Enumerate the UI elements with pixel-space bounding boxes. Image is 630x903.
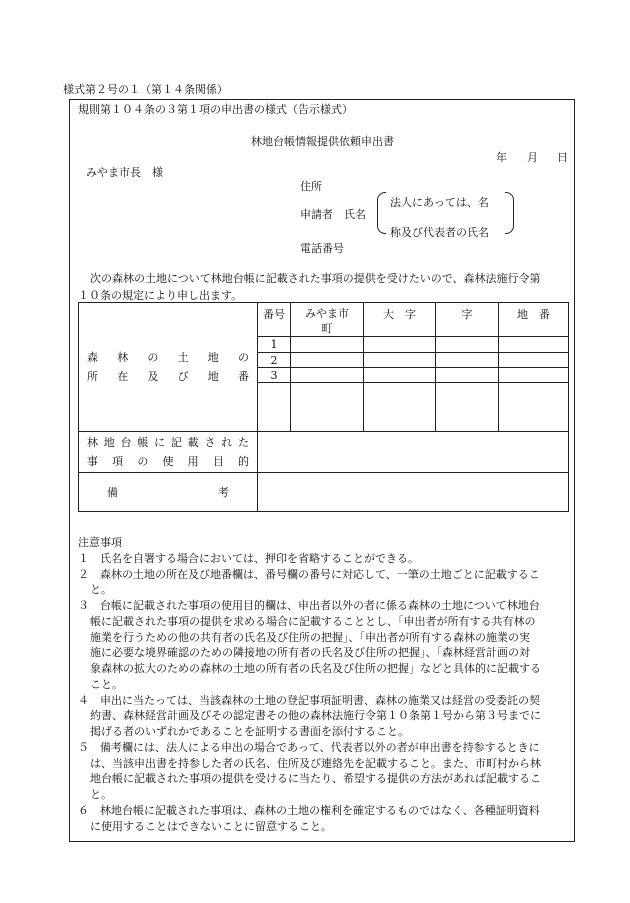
- aza-input-3[interactable]: [436, 368, 499, 383]
- note-3-line5: 象森林の拡大のための森林の土地の所有者の氏名及び住所の把握」などと具体的に記載する: [90, 662, 541, 675]
- row-number: 3: [258, 368, 291, 383]
- blank-cell[interactable]: [499, 383, 569, 432]
- note-4-line3: 掲げる者のいずれかであることを証明する書面を添付すること。: [90, 725, 409, 738]
- date-year-label: 年: [496, 151, 507, 164]
- note-4-line2: 約書、森林経営計画及びその認定書その他の森林法施行令第１０条第１号から第３号までに: [90, 709, 541, 722]
- form-title: 林地台帳情報提供依頼申出書: [251, 135, 394, 148]
- phone-label: 電話番号: [300, 242, 344, 255]
- note-6-line2: に使用することはできないことに留意すること。: [90, 820, 332, 833]
- header-number: 番号: [258, 303, 291, 337]
- note-5-line2: は、当該申出書を持参した者の氏名、住所及び連絡先を記載すること。また、市町村から林: [90, 757, 541, 770]
- location-label-cell: [79, 303, 258, 432]
- header-aza: 字: [436, 303, 499, 337]
- purpose-label-cell: [79, 432, 258, 473]
- remarks-input[interactable]: [258, 473, 569, 512]
- left-paren-bracket: [377, 192, 386, 234]
- location-label-line1: 森林の土地の: [87, 351, 249, 364]
- header-city-line2: 町: [321, 322, 333, 335]
- note-3-line1: ３ 台帳に記載された事項の使用目的欄は、申出者以外の者に係る森林の土地について林地台: [78, 599, 540, 612]
- right-paren-bracket: [505, 192, 514, 234]
- city-input-2[interactable]: [291, 353, 364, 368]
- location-label-line2: 所在及び地番: [87, 370, 249, 383]
- oaza-input-3[interactable]: [364, 368, 436, 383]
- note-5-line3: 地台帳に記載された事項の提供を受けるに当たり、希望する提供の方法があれば記載するこ: [90, 772, 541, 785]
- blank-cell[interactable]: [291, 383, 364, 432]
- remarks-label: 備考: [107, 485, 229, 499]
- addressee: みやま市長 様: [86, 166, 163, 179]
- note-6-line1: ６ 林地台帳に記載された事項は、森林の土地の権利を確定するものではなく、各種証明資料: [78, 804, 540, 817]
- chiban-input-3[interactable]: [499, 368, 569, 383]
- note-2-line1: ２ 森林の土地の所在及び地番欄は、番号欄の番号に対応して、一筆の土地ごとに記載するこ: [78, 568, 540, 581]
- body-text-line1: 次の森林の土地について林地台帳に記載された事項の提供を受けたいので、森林法施行令第: [90, 272, 541, 285]
- body-text-line2: １０条の規定により申し出ます。: [78, 289, 243, 302]
- forest-land-table: [78, 302, 569, 512]
- blank-cell[interactable]: [436, 383, 499, 432]
- blank-cell[interactable]: [258, 383, 291, 432]
- note-3-line6: こと。: [90, 678, 123, 691]
- row-number: 1: [258, 337, 291, 353]
- oaza-input-2[interactable]: [364, 353, 436, 368]
- note-4-line1: ４ 申出に当たっては、当該森林の土地の登記事項証明書、森林の施業又は経営の受委託の契: [78, 694, 540, 707]
- date-day-label: 日: [557, 151, 568, 164]
- header-city-line1: みやま市: [305, 307, 349, 320]
- aza-input-2[interactable]: [436, 353, 499, 368]
- header-city: [291, 303, 364, 337]
- note-2-line2: と。: [90, 583, 112, 596]
- blank-cell[interactable]: [364, 383, 436, 432]
- aza-input-1[interactable]: [436, 337, 499, 353]
- remarks-label-cell: [79, 473, 258, 512]
- header-chiban: 地 番: [499, 303, 569, 337]
- notes-heading: 注意事項: [78, 536, 122, 549]
- note-5-line1: ５ 備考欄には、法人による申出の場合であって、代表者以外の者が申出書を持参するときに: [78, 741, 540, 754]
- purpose-label-line2: 事項の使用目的: [87, 455, 249, 468]
- corporation-note-line1: 法人にあっては、名: [390, 196, 489, 209]
- form-number-label: 様式第２号の１（第１４条関係）: [63, 83, 228, 96]
- note-3-line2: 帳に記載された事項の提供を求める場合に記載することとし、「申出者が所有する共有林の: [90, 615, 536, 628]
- city-input-1[interactable]: [291, 337, 364, 353]
- note-3-line4: 施に必要な境界確認のための隣接地の所有者の氏名及び住所の把握」、「森林経営計画の対: [90, 646, 530, 659]
- row-number: 2: [258, 353, 291, 368]
- city-input-3[interactable]: [291, 368, 364, 383]
- oaza-input-1[interactable]: [364, 337, 436, 353]
- chiban-input-2[interactable]: [499, 353, 569, 368]
- chiban-input-1[interactable]: [499, 337, 569, 353]
- form-header: 規則第１０４条の３第１項の申出書の様式（告示様式）: [78, 103, 353, 116]
- applicant-name-label: 申請者 氏名: [300, 208, 366, 221]
- date-month-label: 月: [527, 151, 538, 164]
- header-oaza: 大 字: [364, 303, 436, 337]
- note-3-line3: 施業を行うための他の共有者の氏名及び住所の把握」、「申出者が所有する森林の施業の実: [90, 631, 530, 644]
- note-1: １ 氏名を自署する場合においては、押印を省略することができる。: [78, 552, 419, 565]
- note-5-line4: と。: [90, 788, 112, 801]
- corporation-note-line2: 称及び代表者の氏名: [390, 226, 489, 239]
- purpose-label-line1: 林地台帳に記載された: [87, 436, 249, 449]
- purpose-input[interactable]: [258, 432, 569, 473]
- address-label: 住所: [300, 180, 322, 193]
